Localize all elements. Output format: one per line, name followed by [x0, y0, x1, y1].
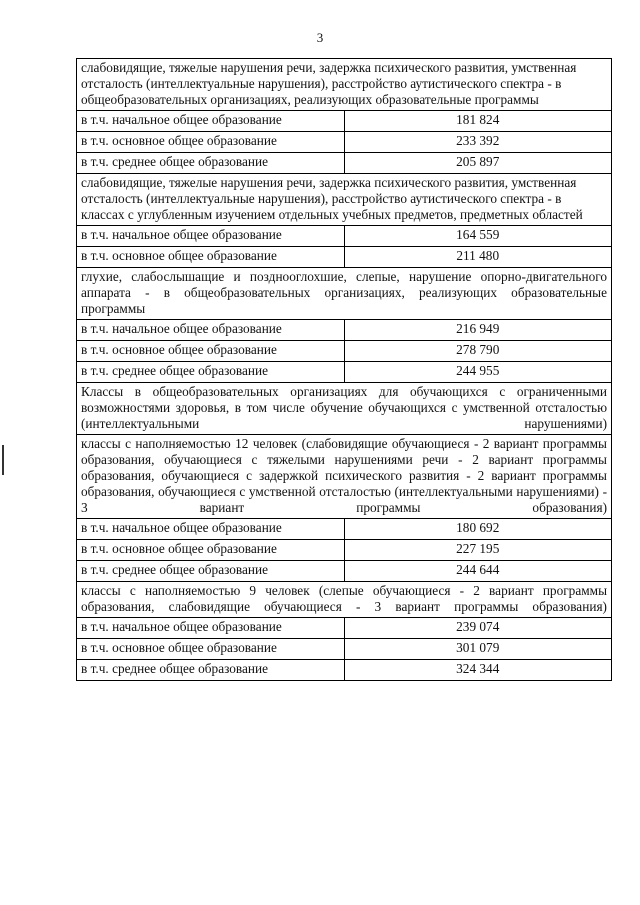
education-level-label: в т.ч. среднее общее образование: [77, 660, 345, 681]
education-level-label: в т.ч. основное общее образование: [77, 639, 345, 660]
table-row: [77, 153, 612, 174]
table-row: [77, 247, 612, 268]
education-level-label: в т.ч. начальное общее образование: [77, 519, 345, 540]
table-row: [77, 618, 612, 639]
table-row: [77, 341, 612, 362]
education-level-label: в т.ч. основное общее образование: [77, 341, 345, 362]
cost-value: 164 559: [344, 226, 612, 247]
education-level-label: в т.ч. основное общее образование: [77, 132, 345, 153]
category-description: Классы в общеобразовательных организациях для обучающихся с ограниченными возможностями здоровья, в том числе обучение обучающихся с умственной отсталостью (интеллектуальными нарушениями): [77, 383, 612, 435]
table-row: [77, 540, 612, 561]
category-description: глухие, слабослышащие и позднооглохшие, слепые, нарушение опорно-двигательного аппарата - в общеобразовательных организациях, реализующих образовательные программы: [77, 268, 612, 320]
table-row: [77, 111, 612, 132]
table-row: [77, 226, 612, 247]
cost-value: 180 692: [344, 519, 612, 540]
funding-table: [76, 58, 612, 681]
margin-mark: [2, 445, 4, 475]
category-header-row: [77, 268, 612, 320]
page-number: 3: [316, 30, 324, 45]
education-level-label: в т.ч. начальное общее образование: [77, 226, 345, 247]
category-header-row: [77, 174, 612, 226]
cost-value: 181 824: [344, 111, 612, 132]
cost-value: 211 480: [344, 247, 612, 268]
category-header-row: [77, 383, 612, 435]
cost-value: 227 195: [344, 540, 612, 561]
table-row: [77, 519, 612, 540]
table-row: [77, 639, 612, 660]
table-row: [77, 132, 612, 153]
education-level-label: в т.ч. среднее общее образование: [77, 153, 345, 174]
category-description: слабовидящие, тяжелые нарушения речи, задержка психического развития, умственная отсталость (интеллектуальные нарушения), расстройство аутистического спектра - в общеобразовательных организациях, реализующих образовательные программы: [77, 59, 612, 111]
education-level-label: в т.ч. основное общее образование: [77, 540, 345, 561]
education-level-label: в т.ч. начальное общее образование: [77, 618, 345, 639]
cost-value: 301 079: [344, 639, 612, 660]
education-level-label: в т.ч. начальное общее образование: [77, 111, 345, 132]
education-level-label: в т.ч. начальное общее образование: [77, 320, 345, 341]
category-header-row: [77, 59, 612, 111]
cost-value: 244 644: [344, 561, 612, 582]
table-row: [77, 660, 612, 681]
category-description: слабовидящие, тяжелые нарушения речи, задержка психического развития, умственная отсталость (интеллектуальные нарушения), расстройство аутистического спектра - в классах с углубленным изучением отдельных учебных предметов, предметных областей: [77, 174, 612, 226]
education-level-label: в т.ч. среднее общее образование: [77, 561, 345, 582]
category-description: классы с наполняемостью 12 человек (слабовидящие обучающиеся - 2 вариант программы образования, обучающиеся с тяжелыми нарушениями речи - 2 вариант программы образования, обучающиеся с задержкой психического развития - 2 вариант программы образования, обучающиеся с умственной отсталостью (интеллектуальными нарушениями) - 3 вариант программы образования): [77, 435, 612, 519]
table-body: [77, 59, 612, 681]
table-row: [77, 362, 612, 383]
cost-value: 233 392: [344, 132, 612, 153]
cost-value: 244 955: [344, 362, 612, 383]
cost-value: 205 897: [344, 153, 612, 174]
category-description: классы с наполняемостью 9 человек (слепые обучающиеся - 2 вариант программы образования, слабовидящие обучающиеся - 3 вариант программы образования): [77, 582, 612, 618]
education-level-label: в т.ч. среднее общее образование: [77, 362, 345, 383]
cost-value: 239 074: [344, 618, 612, 639]
cost-value: 216 949: [344, 320, 612, 341]
cost-value: 324 344: [344, 660, 612, 681]
category-header-row: [77, 435, 612, 519]
cost-value: 278 790: [344, 341, 612, 362]
table-row: [77, 320, 612, 341]
education-level-label: в т.ч. основное общее образование: [77, 247, 345, 268]
table-row: [77, 561, 612, 582]
category-header-row: [77, 582, 612, 618]
